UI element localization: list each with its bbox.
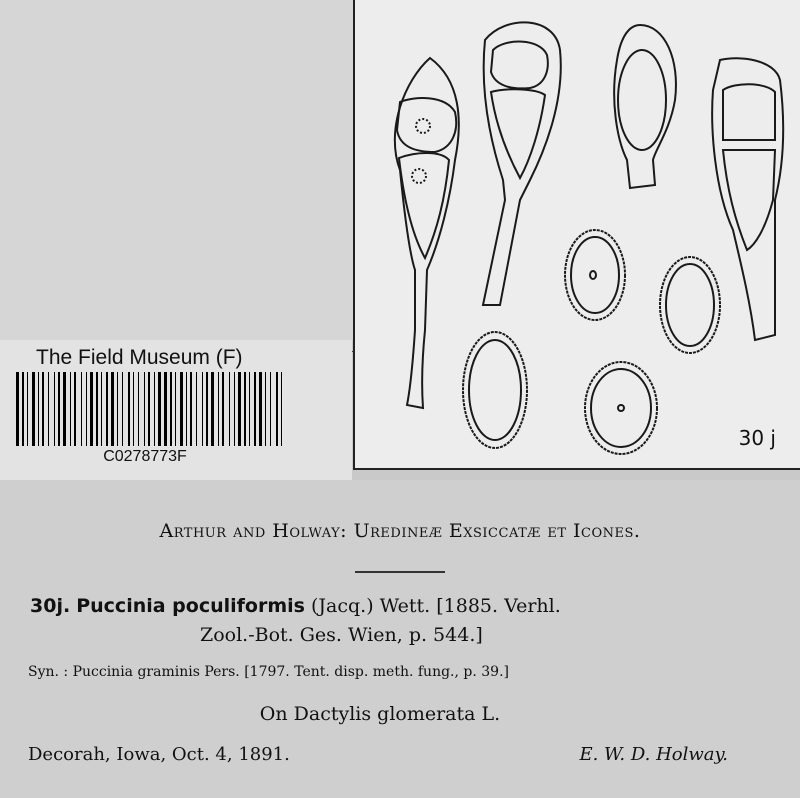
exsiccata-number: 30j. xyxy=(30,595,71,617)
teliospore-drawing-1 xyxy=(395,58,459,408)
urediniospore-drawing-3 xyxy=(463,332,527,448)
illustration-plate xyxy=(353,0,800,470)
species-authority: (Jacq.) Wett. xyxy=(311,595,431,617)
teliospore-drawing-4 xyxy=(712,58,783,340)
synonym-line: Syn. : Puccinia graminis Pers. [1797. Tent. disp. meth. fung., p. 39.] xyxy=(28,664,509,680)
museum-name: The Field Museum (F) xyxy=(36,346,243,369)
locality-line: Decorah, Iowa, Oct. 4, 1891. xyxy=(28,744,290,765)
species-name: Puccinia poculiformis xyxy=(76,595,305,617)
spore-drawings xyxy=(355,0,800,468)
collector-name: E. W. D. Holway. xyxy=(579,744,728,765)
plate-number: 30 j xyxy=(738,426,776,450)
barcode xyxy=(14,370,290,448)
species-line xyxy=(30,595,561,617)
host-line: On Dactylis glomerata L. xyxy=(259,703,501,725)
teliospore-drawing-2 xyxy=(483,22,561,305)
citation-part-1: [1885. Verhl. xyxy=(436,595,561,617)
series-title: Arthur and Holway: Uredineæ Exsiccatæ et Icones. xyxy=(159,520,641,542)
teliospore-drawing-3 xyxy=(614,25,676,188)
blank-sheet-area xyxy=(0,0,356,340)
citation-part-2: Zool.-Bot. Ges. Wien, p. 544.] xyxy=(200,624,483,646)
divider xyxy=(355,571,445,573)
urediniospore-drawing-2 xyxy=(660,257,720,353)
urediniospore-drawing-4 xyxy=(585,362,657,454)
urediniospore-drawing-1 xyxy=(565,230,625,320)
catalog-number: C0278773F xyxy=(103,448,187,465)
